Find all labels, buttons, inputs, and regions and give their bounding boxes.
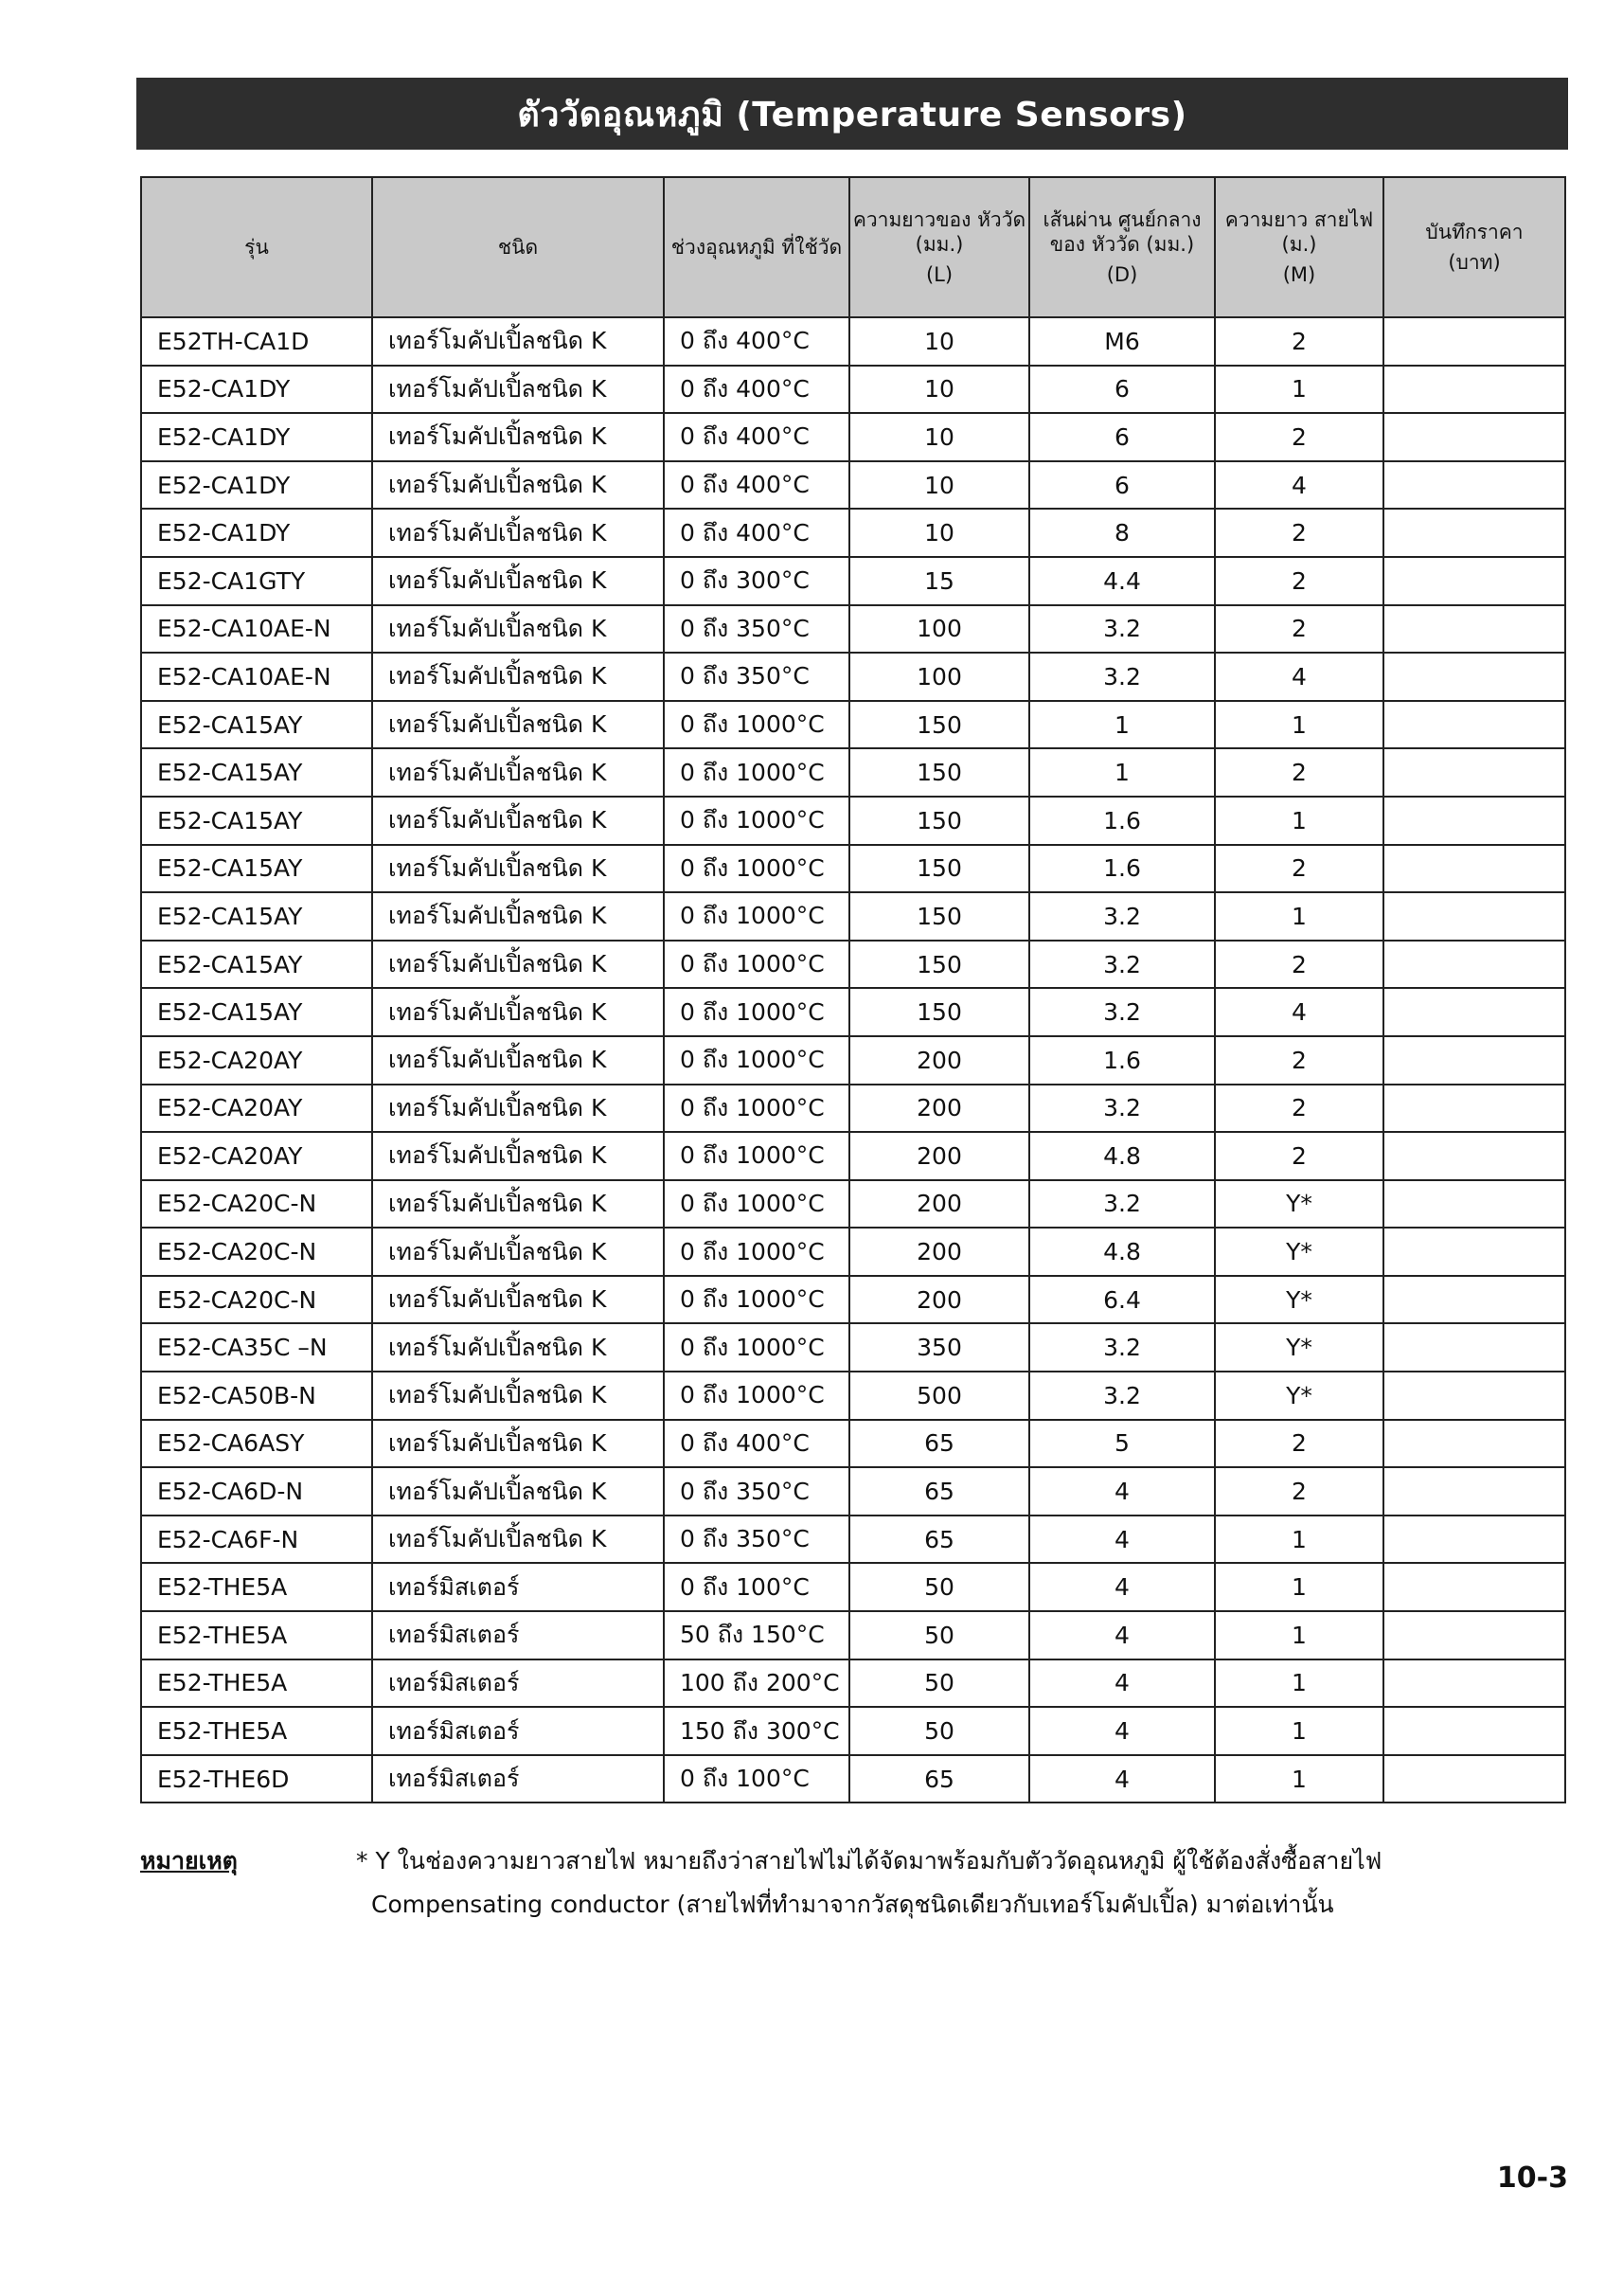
- cell-range: 0 ถึง 400°C: [664, 509, 849, 557]
- cell-price: [1383, 317, 1565, 366]
- cell-cable-length: 4: [1215, 461, 1383, 510]
- cell-range: 0 ถึง 1000°C: [664, 988, 849, 1036]
- cell-range: 0 ถึง 1000°C: [664, 892, 849, 941]
- sensor-table-container: [140, 176, 1564, 1803]
- cell-cable-length: 1: [1215, 1659, 1383, 1708]
- cell-cable-length: Y*: [1215, 1323, 1383, 1372]
- cell-type: เทอร์มิสเตอร์: [372, 1707, 664, 1755]
- cell-probe-length: 150: [849, 701, 1029, 749]
- cell-range: 0 ถึง 1000°C: [664, 748, 849, 797]
- table-row: [141, 1707, 1565, 1755]
- cell-range: 0 ถึง 1000°C: [664, 1036, 849, 1085]
- header-probe-length: ความยาวของ หัววัด (มม.) (L): [849, 177, 1029, 317]
- table-row: [141, 461, 1565, 510]
- cell-type: เทอร์มิสเตอร์: [372, 1563, 664, 1611]
- cell-probe-diameter: 6: [1029, 461, 1215, 510]
- cell-model: E52TH-CA1D: [141, 317, 372, 366]
- cell-cable-length: 1: [1215, 797, 1383, 845]
- cell-range: 0 ถึง 100°C: [664, 1563, 849, 1611]
- cell-type: เทอร์โมคัปเปิ้ลชนิด K: [372, 653, 664, 701]
- cell-cable-length: 2: [1215, 1420, 1383, 1468]
- cell-price: [1383, 701, 1565, 749]
- cell-probe-diameter: 1.6: [1029, 845, 1215, 893]
- table-row: [141, 1323, 1565, 1372]
- cell-model: E52-CA50B-N: [141, 1372, 372, 1420]
- cell-range: 0 ถึง 1000°C: [664, 1085, 849, 1133]
- header-cable-length: ความยาว สายไฟ (ม.) (M): [1215, 177, 1383, 317]
- cell-price: [1383, 366, 1565, 414]
- cell-price: [1383, 1611, 1565, 1659]
- footnote-line-2: Compensating conductor (สายไฟที่ทำมาจากวัสดุชนิดเดียวกับเทอร์โมคัปเปิ้ล) มาต่อเท่านั้น: [371, 1891, 1334, 1918]
- cell-range: 0 ถึง 1000°C: [664, 1132, 849, 1180]
- table-row: [141, 988, 1565, 1036]
- cell-range: 0 ถึง 400°C: [664, 1420, 849, 1468]
- cell-range: 0 ถึง 400°C: [664, 317, 849, 366]
- cell-type: เทอร์โมคัปเปิ้ลชนิด K: [372, 845, 664, 893]
- table-row: [141, 1276, 1565, 1324]
- cell-price: [1383, 797, 1565, 845]
- cell-type: เทอร์มิสเตอร์: [372, 1755, 664, 1803]
- footnote-label: หมายเหตุ: [140, 1847, 238, 1874]
- cell-cable-length: 4: [1215, 653, 1383, 701]
- cell-probe-length: 10: [849, 509, 1029, 557]
- cell-probe-length: 200: [849, 1276, 1029, 1324]
- cell-range: 0 ถึง 400°C: [664, 413, 849, 461]
- cell-probe-length: 50: [849, 1563, 1029, 1611]
- cell-probe-diameter: 4.8: [1029, 1228, 1215, 1276]
- table-row: [141, 845, 1565, 893]
- cell-model: E52-CA15AY: [141, 988, 372, 1036]
- cell-model: E52-CA35C –N: [141, 1323, 372, 1372]
- cell-model: E52-THE5A: [141, 1563, 372, 1611]
- cell-type: เทอร์โมคัปเปิ้ลชนิด K: [372, 941, 664, 989]
- cell-probe-length: 200: [849, 1036, 1029, 1085]
- table-row: [141, 1755, 1565, 1803]
- cell-model: E52-THE5A: [141, 1659, 372, 1708]
- cell-type: เทอร์โมคัปเปิ้ลชนิด K: [372, 509, 664, 557]
- cell-price: [1383, 1180, 1565, 1229]
- table-row: [141, 1659, 1565, 1708]
- cell-probe-length: 150: [849, 941, 1029, 989]
- cell-cable-length: Y*: [1215, 1372, 1383, 1420]
- header-range: ช่วงอุณหภูมิ ที่ใช้วัด: [664, 177, 849, 317]
- cell-price: [1383, 845, 1565, 893]
- cell-range: 0 ถึง 1000°C: [664, 1276, 849, 1324]
- cell-probe-length: 150: [849, 748, 1029, 797]
- cell-probe-length: 65: [849, 1420, 1029, 1468]
- cell-price: [1383, 748, 1565, 797]
- cell-type: เทอร์โมคัปเปิ้ลชนิด K: [372, 1420, 664, 1468]
- cell-type: เทอร์โมคัปเปิ้ลชนิด K: [372, 1276, 664, 1324]
- cell-type: เทอร์โมคัปเปิ้ลชนิด K: [372, 1323, 664, 1372]
- cell-probe-length: 150: [849, 988, 1029, 1036]
- cell-price: [1383, 988, 1565, 1036]
- cell-model: E52-CA1GTY: [141, 557, 372, 605]
- cell-cable-length: 2: [1215, 845, 1383, 893]
- cell-probe-diameter: 3.2: [1029, 1372, 1215, 1420]
- cell-probe-diameter: 4.4: [1029, 557, 1215, 605]
- cell-cable-length: Y*: [1215, 1276, 1383, 1324]
- cell-model: E52-CA20C-N: [141, 1276, 372, 1324]
- cell-price: [1383, 509, 1565, 557]
- table-row: [141, 1420, 1565, 1468]
- cell-type: เทอร์โมคัปเปิ้ลชนิด K: [372, 1228, 664, 1276]
- cell-type: เทอร์โมคัปเปิ้ลชนิด K: [372, 461, 664, 510]
- cell-price: [1383, 557, 1565, 605]
- cell-model: E52-CA15AY: [141, 748, 372, 797]
- cell-probe-diameter: 3.2: [1029, 892, 1215, 941]
- cell-type: เทอร์โมคัปเปิ้ลชนิด K: [372, 1036, 664, 1085]
- cell-model: E52-CA20AY: [141, 1036, 372, 1085]
- cell-cable-length: 1: [1215, 1611, 1383, 1659]
- cell-probe-length: 200: [849, 1228, 1029, 1276]
- cell-model: E52-CA20C-N: [141, 1228, 372, 1276]
- cell-probe-diameter: 6.4: [1029, 1276, 1215, 1324]
- cell-range: 0 ถึง 400°C: [664, 366, 849, 414]
- table-row: [141, 892, 1565, 941]
- table-row: [141, 366, 1565, 414]
- cell-probe-length: 10: [849, 317, 1029, 366]
- cell-model: E52-CA20AY: [141, 1085, 372, 1133]
- cell-probe-length: 15: [849, 557, 1029, 605]
- cell-type: เทอร์โมคัปเปิ้ลชนิด K: [372, 413, 664, 461]
- cell-type: เทอร์โมคัปเปิ้ลชนิด K: [372, 748, 664, 797]
- cell-price: [1383, 1467, 1565, 1516]
- cell-probe-length: 50: [849, 1659, 1029, 1708]
- table-row: [141, 1467, 1565, 1516]
- cell-type: เทอร์โมคัปเปิ้ลชนิด K: [372, 557, 664, 605]
- footnote-line-1: * Y ในช่องความยาวสายไฟ หมายถึงว่าสายไฟไม่ได้จัดมาพร้อมกับตัววัดอุณหภูมิ ผู้ใช้ต้องสั่งซื้อสายไฟ: [356, 1847, 1382, 1874]
- cell-model: E52-CA10AE-N: [141, 653, 372, 701]
- cell-range: 0 ถึง 350°C: [664, 1516, 849, 1564]
- cell-range: 0 ถึง 100°C: [664, 1755, 849, 1803]
- cell-price: [1383, 1228, 1565, 1276]
- cell-model: E52-CA15AY: [141, 701, 372, 749]
- cell-type: เทอร์โมคัปเปิ้ลชนิด K: [372, 701, 664, 749]
- cell-model: E52-THE6D: [141, 1755, 372, 1803]
- cell-cable-length: 2: [1215, 1132, 1383, 1180]
- cell-range: 50 ถึง 150°C: [664, 1611, 849, 1659]
- cell-price: [1383, 1276, 1565, 1324]
- cell-probe-length: 500: [849, 1372, 1029, 1420]
- cell-range: 100 ถึง 200°C: [664, 1659, 849, 1708]
- table-row: [141, 1372, 1565, 1420]
- table-row: [141, 653, 1565, 701]
- table-row: [141, 413, 1565, 461]
- cell-probe-diameter: 5: [1029, 1420, 1215, 1468]
- cell-probe-length: 65: [849, 1755, 1029, 1803]
- cell-model: E52-CA20AY: [141, 1132, 372, 1180]
- cell-type: เทอร์โมคัปเปิ้ลชนิด K: [372, 1516, 664, 1564]
- cell-price: [1383, 1085, 1565, 1133]
- cell-cable-length: 1: [1215, 701, 1383, 749]
- cell-cable-length: 4: [1215, 988, 1383, 1036]
- cell-type: เทอร์โมคัปเปิ้ลชนิด K: [372, 366, 664, 414]
- cell-price: [1383, 1563, 1565, 1611]
- cell-probe-diameter: 4: [1029, 1707, 1215, 1755]
- cell-probe-diameter: 4.8: [1029, 1132, 1215, 1180]
- cell-cable-length: 2: [1215, 1036, 1383, 1085]
- table-row: [141, 1563, 1565, 1611]
- cell-probe-diameter: 4: [1029, 1467, 1215, 1516]
- cell-probe-diameter: 3.2: [1029, 1180, 1215, 1229]
- cell-range: 0 ถึง 400°C: [664, 461, 849, 510]
- cell-probe-diameter: 1: [1029, 701, 1215, 749]
- cell-price: [1383, 1323, 1565, 1372]
- table-row: [141, 941, 1565, 989]
- cell-range: 150 ถึง 300°C: [664, 1707, 849, 1755]
- cell-probe-length: 10: [849, 413, 1029, 461]
- cell-model: E52-CA6F-N: [141, 1516, 372, 1564]
- cell-probe-length: 100: [849, 605, 1029, 654]
- cell-model: E52-CA15AY: [141, 892, 372, 941]
- cell-model: E52-CA1DY: [141, 509, 372, 557]
- cell-range: 0 ถึง 1000°C: [664, 797, 849, 845]
- cell-probe-length: 100: [849, 653, 1029, 701]
- table-row: [141, 1516, 1565, 1564]
- cell-probe-length: 65: [849, 1516, 1029, 1564]
- cell-price: [1383, 1372, 1565, 1420]
- cell-probe-length: 50: [849, 1611, 1029, 1659]
- table-row: [141, 1611, 1565, 1659]
- table-row: [141, 1180, 1565, 1229]
- cell-probe-diameter: 4: [1029, 1516, 1215, 1564]
- cell-probe-length: 200: [849, 1132, 1029, 1180]
- cell-cable-length: 1: [1215, 366, 1383, 414]
- cell-probe-diameter: 4: [1029, 1755, 1215, 1803]
- cell-cable-length: 2: [1215, 1467, 1383, 1516]
- cell-price: [1383, 1707, 1565, 1755]
- cell-probe-length: 10: [849, 461, 1029, 510]
- cell-model: E52-CA10AE-N: [141, 605, 372, 654]
- cell-probe-diameter: 1: [1029, 748, 1215, 797]
- cell-model: E52-CA6D-N: [141, 1467, 372, 1516]
- cell-range: 0 ถึง 1000°C: [664, 701, 849, 749]
- sensor-table: [140, 176, 1566, 1803]
- cell-type: เทอร์โมคัปเปิ้ลชนิด K: [372, 605, 664, 654]
- cell-cable-length: 2: [1215, 413, 1383, 461]
- cell-probe-diameter: 3.2: [1029, 653, 1215, 701]
- cell-probe-diameter: 4: [1029, 1563, 1215, 1611]
- cell-probe-diameter: 6: [1029, 366, 1215, 414]
- table-row: [141, 1132, 1565, 1180]
- table-row: [141, 1036, 1565, 1085]
- cell-price: [1383, 1036, 1565, 1085]
- cell-price: [1383, 413, 1565, 461]
- cell-cable-length: Y*: [1215, 1228, 1383, 1276]
- cell-probe-length: 200: [849, 1085, 1029, 1133]
- table-header-row: [141, 177, 1565, 317]
- cell-type: เทอร์โมคัปเปิ้ลชนิด K: [372, 1467, 664, 1516]
- table-row: [141, 797, 1565, 845]
- cell-price: [1383, 1132, 1565, 1180]
- cell-range: 0 ถึง 350°C: [664, 1467, 849, 1516]
- cell-probe-diameter: 4: [1029, 1659, 1215, 1708]
- cell-cable-length: 1: [1215, 1516, 1383, 1564]
- cell-cable-length: 2: [1215, 748, 1383, 797]
- cell-model: E52-THE5A: [141, 1707, 372, 1755]
- table-row: [141, 605, 1565, 654]
- cell-cable-length: 1: [1215, 1755, 1383, 1803]
- header-price-note: บันทึกราคา (บาท): [1383, 177, 1565, 317]
- cell-price: [1383, 605, 1565, 654]
- cell-probe-diameter: 3.2: [1029, 1085, 1215, 1133]
- cell-cable-length: 1: [1215, 1563, 1383, 1611]
- cell-price: [1383, 1516, 1565, 1564]
- cell-probe-length: 150: [849, 797, 1029, 845]
- cell-price: [1383, 1659, 1565, 1708]
- cell-probe-diameter: 4: [1029, 1611, 1215, 1659]
- cell-range: 0 ถึง 350°C: [664, 653, 849, 701]
- cell-model: E52-CA20C-N: [141, 1180, 372, 1229]
- cell-range: 0 ถึง 1000°C: [664, 1228, 849, 1276]
- cell-cable-length: Y*: [1215, 1180, 1383, 1229]
- cell-probe-diameter: 1.6: [1029, 1036, 1215, 1085]
- cell-cable-length: 2: [1215, 941, 1383, 989]
- cell-range: 0 ถึง 1000°C: [664, 1323, 849, 1372]
- cell-range: 0 ถึง 350°C: [664, 605, 849, 654]
- cell-range: 0 ถึง 1000°C: [664, 845, 849, 893]
- cell-model: E52-CA15AY: [141, 845, 372, 893]
- cell-price: [1383, 892, 1565, 941]
- page-title: ตัววัดอุณหภูมิ (Temperature Sensors): [136, 78, 1568, 150]
- cell-probe-diameter: 3.2: [1029, 605, 1215, 654]
- cell-model: E52-CA1DY: [141, 366, 372, 414]
- cell-price: [1383, 941, 1565, 989]
- table-row: [141, 748, 1565, 797]
- cell-probe-diameter: 3.2: [1029, 941, 1215, 989]
- cell-model: E52-THE5A: [141, 1611, 372, 1659]
- cell-type: เทอร์มิสเตอร์: [372, 1611, 664, 1659]
- page-number: 10-3: [1496, 2161, 1568, 2195]
- cell-type: เทอร์โมคัปเปิ้ลชนิด K: [372, 317, 664, 366]
- cell-cable-length: 2: [1215, 557, 1383, 605]
- cell-probe-length: 350: [849, 1323, 1029, 1372]
- cell-model: E52-CA1DY: [141, 461, 372, 510]
- cell-type: เทอร์โมคัปเปิ้ลชนิด K: [372, 892, 664, 941]
- cell-cable-length: 2: [1215, 317, 1383, 366]
- cell-range: 0 ถึง 1000°C: [664, 1180, 849, 1229]
- cell-cable-length: 2: [1215, 1085, 1383, 1133]
- cell-probe-length: 150: [849, 892, 1029, 941]
- cell-type: เทอร์โมคัปเปิ้ลชนิด K: [372, 797, 664, 845]
- cell-price: [1383, 1755, 1565, 1803]
- cell-probe-length: 65: [849, 1467, 1029, 1516]
- cell-cable-length: 2: [1215, 605, 1383, 654]
- cell-probe-length: 50: [849, 1707, 1029, 1755]
- table-row: [141, 1085, 1565, 1133]
- cell-model: E52-CA15AY: [141, 941, 372, 989]
- header-probe-diameter: เส้นผ่าน ศูนย์กลางของ หัววัด (มม.) (D): [1029, 177, 1215, 317]
- cell-price: [1383, 1420, 1565, 1468]
- table-body: [141, 317, 1565, 1803]
- cell-type: เทอร์มิสเตอร์: [372, 1659, 664, 1708]
- cell-type: เทอร์โมคัปเปิ้ลชนิด K: [372, 988, 664, 1036]
- cell-range: 0 ถึง 1000°C: [664, 941, 849, 989]
- cell-probe-length: 150: [849, 845, 1029, 893]
- cell-probe-diameter: 8: [1029, 509, 1215, 557]
- cell-cable-length: 1: [1215, 892, 1383, 941]
- cell-price: [1383, 653, 1565, 701]
- table-row: [141, 557, 1565, 605]
- cell-type: เทอร์โมคัปเปิ้ลชนิด K: [372, 1180, 664, 1229]
- cell-price: [1383, 461, 1565, 510]
- table-row: [141, 317, 1565, 366]
- table-row: [141, 701, 1565, 749]
- cell-model: E52-CA15AY: [141, 797, 372, 845]
- table-row: [141, 1228, 1565, 1276]
- cell-probe-diameter: 1.6: [1029, 797, 1215, 845]
- cell-model: E52-CA1DY: [141, 413, 372, 461]
- cell-probe-length: 10: [849, 366, 1029, 414]
- cell-probe-diameter: 3.2: [1029, 988, 1215, 1036]
- cell-cable-length: 2: [1215, 509, 1383, 557]
- cell-probe-diameter: 6: [1029, 413, 1215, 461]
- cell-probe-length: 200: [849, 1180, 1029, 1229]
- cell-range: 0 ถึง 300°C: [664, 557, 849, 605]
- header-model: รุ่น: [141, 177, 372, 317]
- header-type: ชนิด: [372, 177, 664, 317]
- cell-type: เทอร์โมคัปเปิ้ลชนิด K: [372, 1085, 664, 1133]
- cell-type: เทอร์โมคัปเปิ้ลชนิด K: [372, 1132, 664, 1180]
- cell-model: E52-CA6ASY: [141, 1420, 372, 1468]
- cell-range: 0 ถึง 1000°C: [664, 1372, 849, 1420]
- cell-probe-diameter: M6: [1029, 317, 1215, 366]
- cell-cable-length: 1: [1215, 1707, 1383, 1755]
- cell-type: เทอร์โมคัปเปิ้ลชนิด K: [372, 1372, 664, 1420]
- cell-probe-diameter: 3.2: [1029, 1323, 1215, 1372]
- table-row: [141, 509, 1565, 557]
